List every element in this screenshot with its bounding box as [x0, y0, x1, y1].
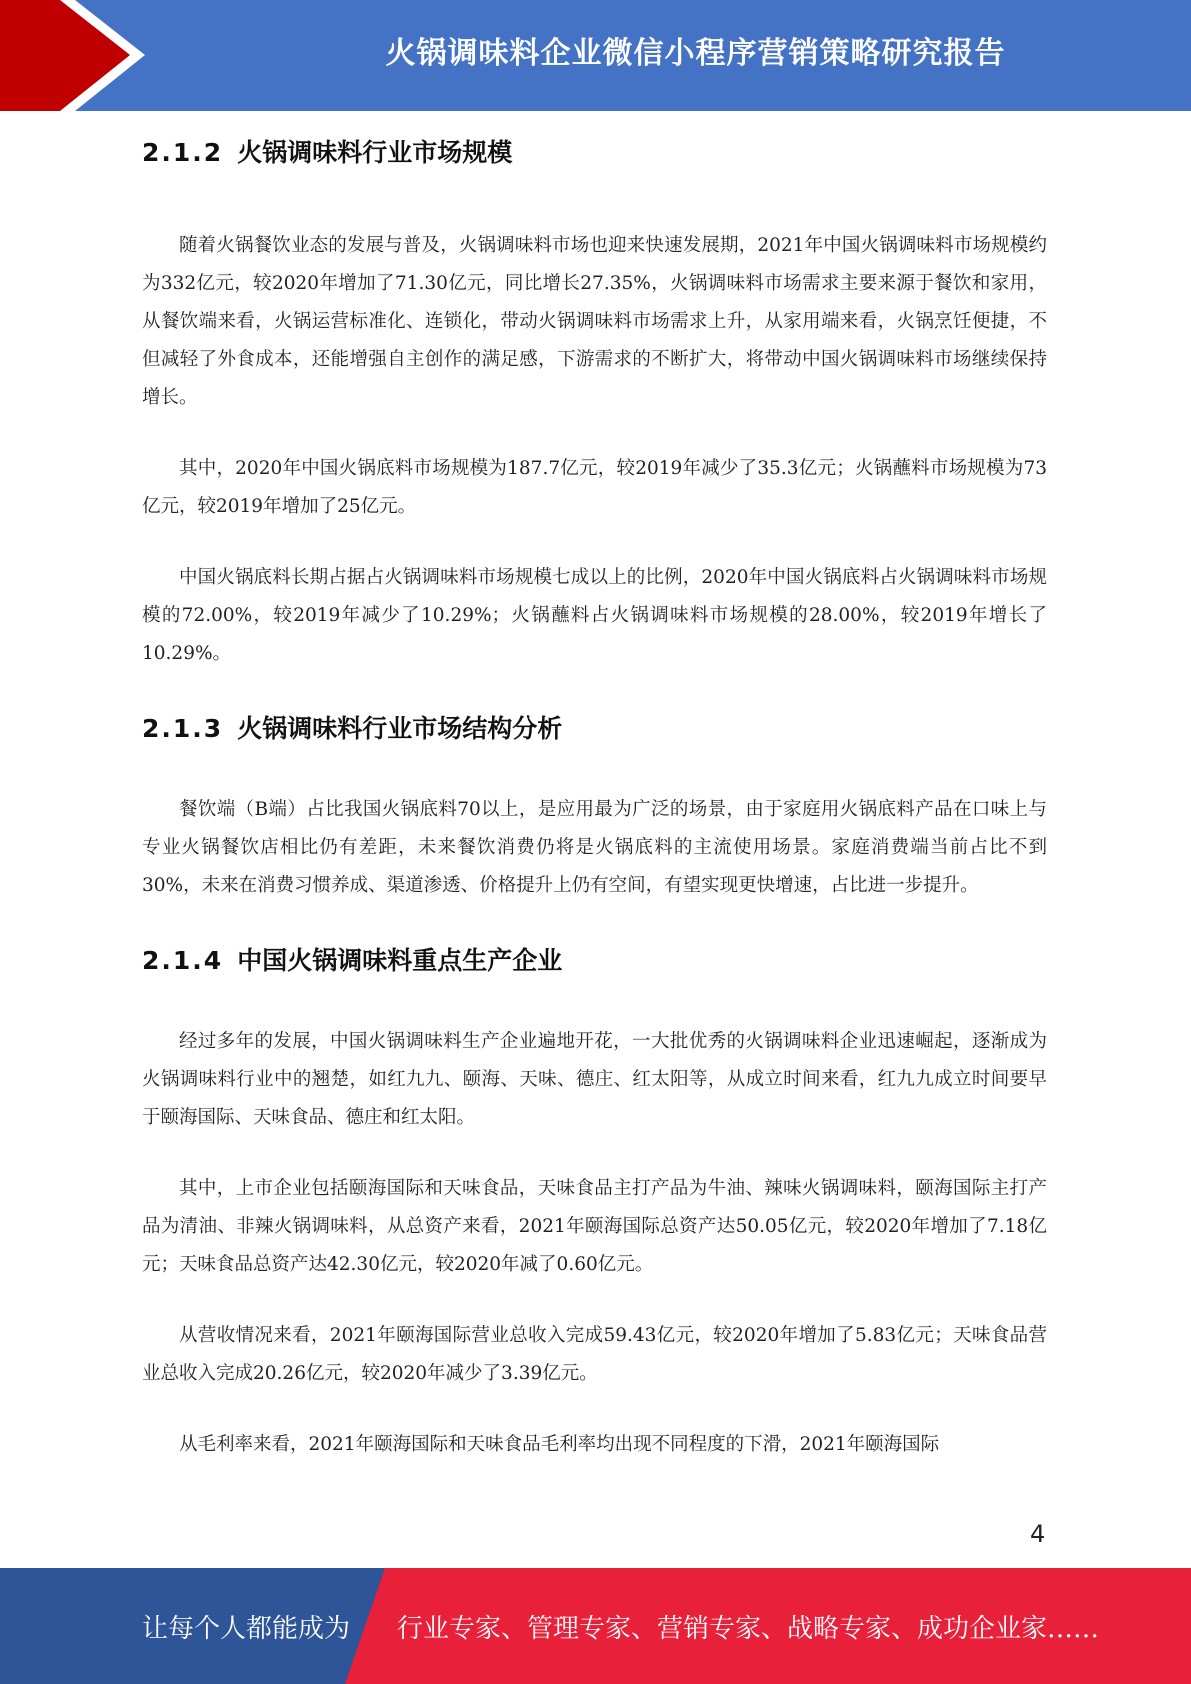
header-title: 火锅调味料企业微信小程序营销策略研究报告 [385, 36, 1006, 71]
page-header [0, 0, 1191, 111]
section-title: 火锅调味料行业市场结构分析 [237, 714, 563, 743]
paragraph: 餐饮端（B端）占比我国火锅底料70以上，是应用最为广泛的场景，由于家庭用火锅底料产品在口味上与专业火锅餐饮店相比仍有差距，未来餐饮消费仍将是火锅底料的主流使用场景。家庭消费端当前占比不到30%，未来在消费习惯养成、渠道渗透、价格提升上仍有空间，有望实现更快增速，占比进一步提升。 [142, 799, 1047, 896]
section-number: 2.1.3 [142, 714, 224, 743]
paragraph: 经过多年的发展，中国火锅调味料生产企业遍地开花，一大批优秀的火锅调味料企业迅速崛起，逐渐成为火锅调味料行业中的翘楚，如红九九、颐海、天味、德庄、红太阳等，从成立时间来看，红九九成立时间要早于颐海国际、天味食品、德庄和红太阳。 [142, 1031, 1047, 1128]
paragraph: 中国火锅底料长期占据占火锅调味料市场规模七成以上的比例，2020年中国火锅底料占火锅调味料市场规模的72.00%，较2019年减少了10.29%；火锅蘸料占火锅调味料市场规模的28.00%，较2019年增长了10.29%。 [142, 567, 1047, 664]
section-title: 中国火锅调味料重点生产企业 [237, 946, 563, 975]
section-heading-2-1-4 [142, 941, 1047, 977]
paragraph: 其中，上市企业包括颐海国际和天味食品，天味食品主打产品为牛油、辣味火锅调味料，颐海国际主打产品为清油、非辣火锅调味料，从总资产来看，2021年颐海国际总资产达50.05亿元，较2020年增加了7.18亿元；天味食品总资产达42.30亿元，较2020年减了0.60亿元。 [142, 1178, 1047, 1275]
section-heading-2-1-3 [142, 709, 1047, 745]
section-heading-2-1-2 [142, 133, 1047, 169]
footer-slogan-right: 行业专家、管理专家、营销专家、战略专家、成功企业家…… [397, 1613, 1100, 1644]
paragraph: 从毛利率来看，2021年颐海国际和天味食品毛利率均出现不同程度的下滑，2021年颐海国际 [179, 1434, 940, 1455]
document-body [142, 125, 1047, 1464]
paragraph: 从营收情况来看，2021年颐海国际营业总收入完成59.43亿元，较2020年增加了5.83亿元；天味食品营业总收入完成20.26亿元，较2020年减少了3.39亿元。 [142, 1325, 1047, 1384]
section-number: 2.1.2 [142, 138, 224, 167]
footer-slogan-left: 让每个人都能成为 [142, 1613, 351, 1644]
section-number: 2.1.4 [142, 946, 224, 975]
page-footer [0, 1568, 1191, 1684]
page-number: 4 [1030, 1520, 1046, 1548]
paragraph: 随着火锅餐饮业态的发展与普及，火锅调味料市场也迎来快速发展期，2021年中国火锅调味料市场规模约为332亿元，较2020年增加了71.30亿元，同比增长27.35%，火锅调味料市场需求主要来源于餐饮和家用，从餐饮端来看，火锅运营标准化、连锁化，带动火锅调味料市场需求上升，从家用端来看，火锅烹饪便捷，不但减轻了外食成本，还能增强自主创作的满足感，下游需求的不断扩大，将带动中国火锅调味料市场继续保持增长。 [142, 235, 1047, 408]
paragraph: 其中，2020年中国火锅底料市场规模为187.7亿元，较2019年减少了35.3亿元；火锅蘸料市场规模为73亿元，较2019年增加了25亿元。 [142, 458, 1047, 517]
section-title: 火锅调味料行业市场规模 [237, 138, 513, 167]
